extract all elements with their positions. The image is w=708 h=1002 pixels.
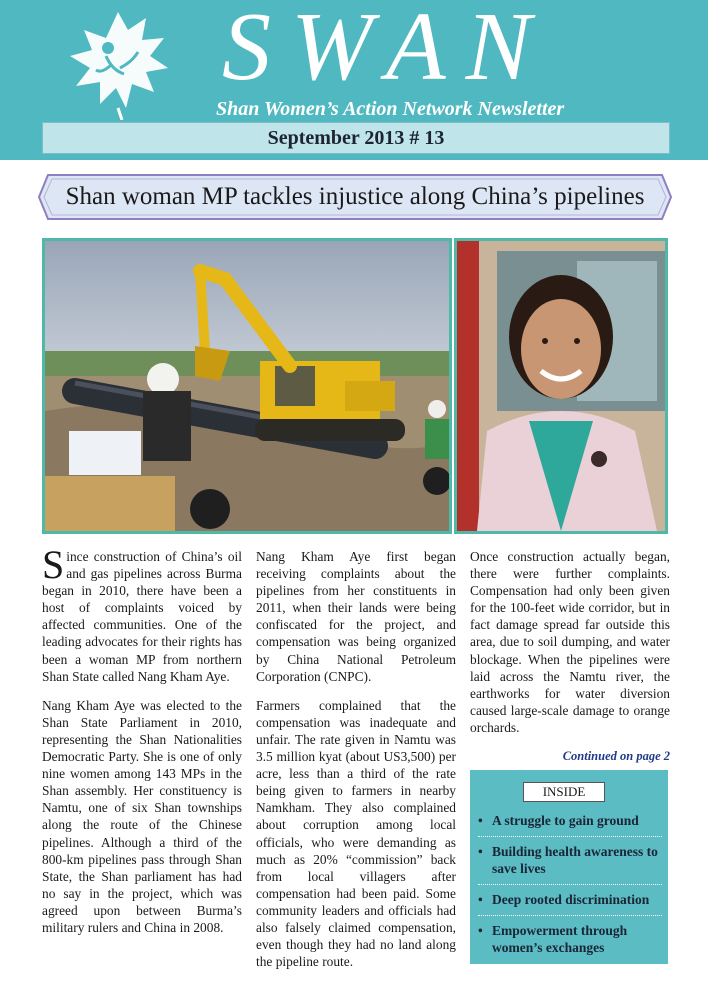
paragraph-text: ince construction of China’s oil and gas pipelines across Burma began in 2010, there have been a host of complaints voiced by affected communities. One of the leading advocates for their rights has been a woman MP from northern Shan State called Nang Kham Aye.	[42, 549, 242, 684]
excavator-scene-icon	[45, 241, 449, 531]
issue-date: September 2013 # 13	[42, 122, 670, 154]
article-paragraph: Farmers complained that the compensation was inadequate and unfair. The rate given in Namtu was 3.5 million kyat (about US3,500) per acre, less than a third of the rate being given to farmers in nearby Namkham. They also complained about corruption among local officials, who were demanding as much as 20% “commission” back from local villagers after compensation had been paid. Some community leaders and officials had also falsely claimed compensation, even though they had no land along the pipeline route.	[256, 697, 456, 970]
inside-item-label: A struggle to gain ground	[492, 813, 639, 828]
inside-item[interactable]	[478, 806, 662, 837]
bullet-icon: •	[478, 844, 483, 859]
article-paragraph	[42, 542, 242, 685]
bullet-icon: •	[478, 923, 483, 938]
bullet-icon: •	[478, 813, 483, 828]
headline: Shan woman MP tackles injustice along China’s pipelines	[65, 183, 645, 210]
article-column-2	[256, 548, 456, 982]
inside-label: INSIDE	[523, 782, 605, 802]
newsletter-subtitle: Shan Women’s Action Network Newsletter	[216, 98, 565, 120]
article-paragraph: Nang Kham Aye was elected to the Shan State Parliament in 2010, representing the Shan Nationalities Democratic Party. She is one of only nine women among 143 MPs in the Shan assembly. Her constituency is Namtu, one of six Shan townships along the route of the Chinese pipelines. Although a third of the 800-km pipelines pass through Shan State, the Shan parliament has had no say in the project, which was agreed upon between Burma’s military rulers and China in 2008.	[42, 697, 242, 935]
article-column-1	[42, 542, 242, 948]
newsletter-brand: SWAN	[222, 0, 552, 101]
construction-photo	[42, 238, 452, 534]
inside-item[interactable]	[478, 837, 662, 885]
bullet-icon: •	[478, 892, 483, 907]
inside-item-label: Empowerment through women’s exchanges	[492, 923, 628, 955]
swan-logo-icon	[62, 8, 174, 120]
inside-list	[478, 806, 662, 963]
inside-item[interactable]	[478, 916, 662, 963]
drop-cap: S	[42, 542, 65, 587]
continued-link[interactable]: Continued on page 2	[562, 749, 670, 764]
inside-box	[470, 770, 668, 964]
headline-banner	[38, 174, 672, 220]
woman-portrait-icon	[457, 241, 665, 531]
inside-item-label: Building health awareness to save lives	[492, 844, 658, 876]
masthead	[0, 0, 708, 160]
article-paragraph: Nang Kham Aye first began receiving complaints about the pipelines from her constituents in 2011, when their lands were being confiscated for the project, and compensation was being organized by China National Petroleum Corporation (CNPC).	[256, 549, 456, 684]
inside-item[interactable]	[478, 885, 662, 916]
inside-item-label: Deep rooted discrimination	[492, 892, 650, 907]
article-paragraph: Once construction actually began, there were further complaints. Compensation had only been given for the 100-feet wide corridor, but in fact damage spread far outside this area, due to soil dumping, and water blockage. When the pipelines were laid across the Namtu river, the earthworks for water diversion caused large-scale damage to orange orchards.	[470, 549, 670, 735]
article-column-3	[470, 548, 670, 765]
portrait-photo	[454, 238, 668, 534]
